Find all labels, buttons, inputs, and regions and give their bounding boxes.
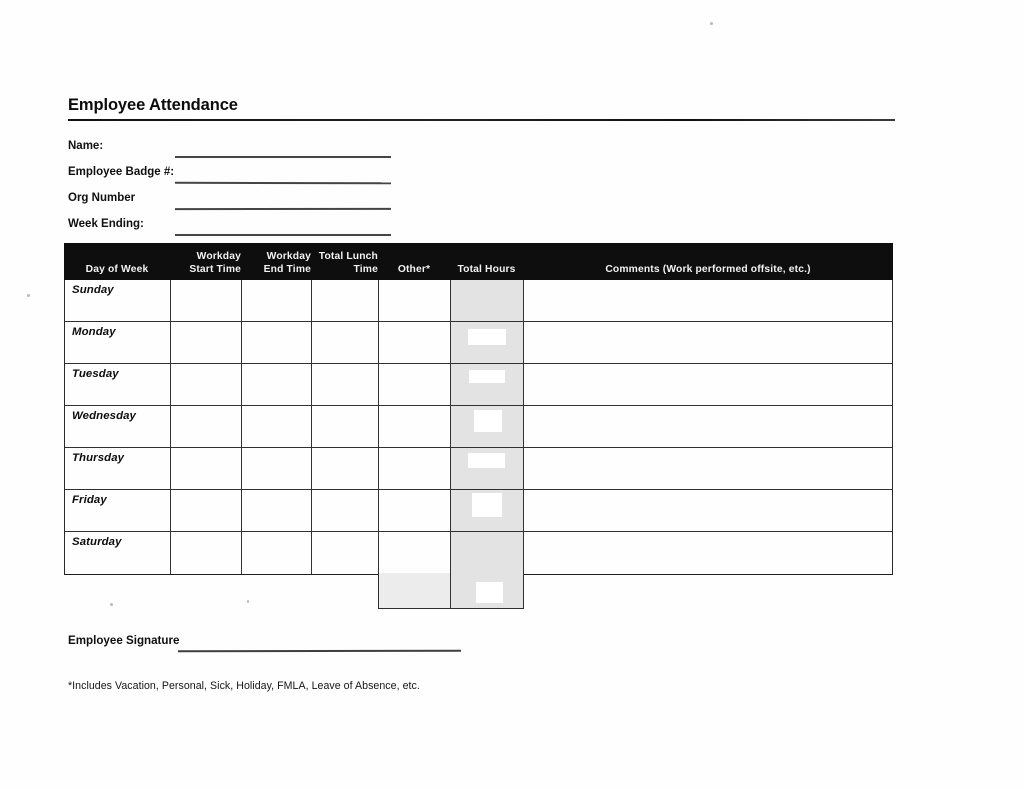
scan-speck xyxy=(27,294,30,297)
row-label-tuesday: Tuesday xyxy=(72,368,119,380)
field-name-input-line[interactable] xyxy=(175,156,391,158)
column-header-other xyxy=(378,243,450,280)
scan-artifact-box xyxy=(468,453,505,468)
row-label-friday: Friday xyxy=(72,494,107,506)
column-header-workday-end-time-line2: End Time xyxy=(263,263,311,275)
scan-artifact-box xyxy=(472,493,502,517)
table-row xyxy=(65,322,892,364)
field-name-label: Name: xyxy=(68,140,104,152)
column-header-other-line2: Other* xyxy=(397,263,431,275)
field-employee-badge-label: Employee Badge #: xyxy=(68,166,175,178)
column-header-day-of-week-line2: Day of Week xyxy=(85,263,149,275)
field-employee-badge-input-line[interactable] xyxy=(175,182,391,184)
field-org-number-label: Org Number xyxy=(68,192,136,204)
employee-signature-line[interactable] xyxy=(178,650,461,652)
column-header-comments-line2: Comments (Work performed offsite, etc.) xyxy=(605,263,811,275)
row-label-wednesday: Wednesday xyxy=(72,410,136,422)
column-header-comments xyxy=(523,243,893,280)
field-week-ending-input-line[interactable] xyxy=(175,234,391,236)
cell-total-hours-shade[interactable] xyxy=(450,280,523,321)
table-row xyxy=(65,280,892,322)
scan-artifact-box xyxy=(474,410,502,432)
column-header-total-lunch-time xyxy=(311,243,378,280)
table-row xyxy=(65,364,892,406)
page-title: Employee Attendance xyxy=(68,96,238,114)
row-label-monday: Monday xyxy=(72,326,116,338)
table-header-row xyxy=(64,243,893,280)
footnote-text: *Includes Vacation, Personal, Sick, Holiday, FMLA, Leave of Absence, etc. xyxy=(68,680,420,692)
table-row xyxy=(65,448,892,490)
scan-artifact-box xyxy=(468,329,506,345)
cell-total-hours-shade[interactable] xyxy=(450,532,523,574)
column-header-workday-start-time-line1: Workday xyxy=(196,251,241,262)
row-label-sunday: Sunday xyxy=(72,284,114,296)
table-row xyxy=(65,532,892,574)
column-header-total-hours xyxy=(450,243,523,280)
scan-artifact-box xyxy=(476,582,503,603)
column-header-workday-start-time xyxy=(170,243,241,280)
field-week-ending-label: Week Ending: xyxy=(68,218,144,230)
row-label-saturday: Saturday xyxy=(72,536,122,548)
scan-speck xyxy=(247,600,249,603)
scan-artifact-box xyxy=(469,370,505,383)
table-total-row xyxy=(378,573,524,609)
scan-speck xyxy=(110,603,113,606)
column-header-workday-end-time-line1: Workday xyxy=(266,251,311,262)
column-header-total-lunch-time-line2: Time xyxy=(353,263,378,275)
row-label-thursday: Thursday xyxy=(72,452,125,464)
column-header-total-lunch-time-line1: Total Lunch xyxy=(318,251,378,262)
employee-signature-label: Employee Signature xyxy=(68,634,180,647)
table-body xyxy=(64,280,893,575)
column-header-workday-end-time xyxy=(241,243,311,280)
table-row xyxy=(65,406,892,448)
field-org-number-input-line[interactable] xyxy=(175,208,391,210)
column-header-workday-start-time-line2: Start Time xyxy=(189,263,241,275)
attendance-table xyxy=(64,243,893,575)
column-header-total-hours-line2: Total Hours xyxy=(457,263,516,275)
total-row-divider xyxy=(450,573,451,608)
column-header-day-of-week xyxy=(64,243,170,280)
table-row xyxy=(65,490,892,532)
scan-speck xyxy=(710,22,713,25)
title-underline xyxy=(68,119,895,121)
